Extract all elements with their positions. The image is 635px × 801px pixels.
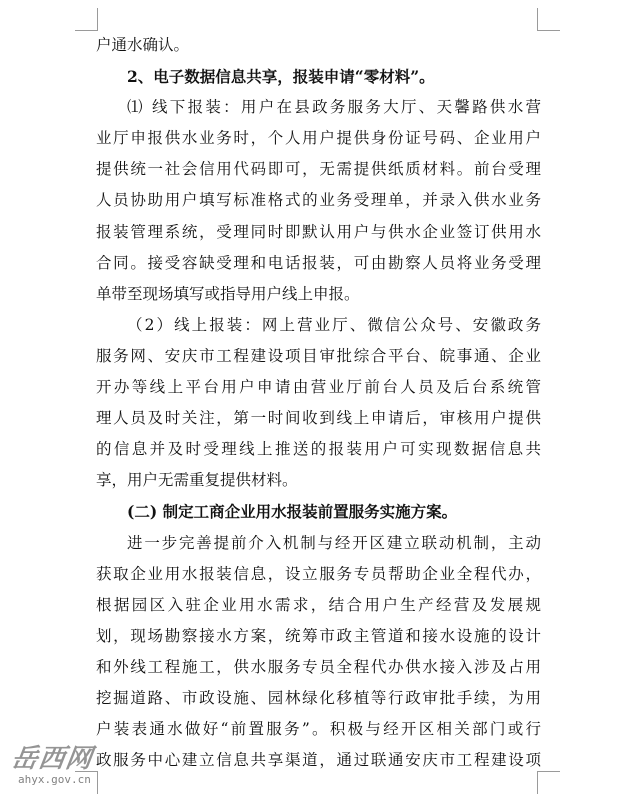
- paragraph-line: 户通水确认。: [96, 36, 190, 54]
- paragraph-line: 划，现场勘察接水方案，统筹市政主管道和接水设施的设计: [96, 626, 541, 645]
- paragraph-line: 理人员及时关注，第一时间收到线上申请后，审核用户提供: [96, 409, 541, 428]
- document-body: [96, 30, 541, 776]
- paragraph-line: 和外线工程施工，供水服务专员全程代办供水接入涉及占用: [96, 657, 541, 676]
- paragraph-line: 人员协助用户填写标准格式的业务受理单，并录入供水业务: [96, 191, 541, 210]
- paragraph-line: 合同。接受容缺受理和电话报装，可由勘察人员将业务受理: [96, 253, 541, 272]
- watermark-url: ahyx.gov.cn: [18, 773, 91, 786]
- paragraph-line: 开办等线上平台用户申请由营业厅前台人员及后台系统管: [96, 378, 541, 397]
- paragraph-line: 根据园区入驻企业用水需求，结合用户生产经营及发展规: [96, 595, 541, 614]
- paragraph-line: 单带至现场填写或指导用户线上申报。: [96, 284, 360, 303]
- paragraph-line: 报装管理系统，受理同时即默认用户与供水企业签订供用水: [96, 222, 541, 241]
- paragraph-line: 的信息并及时受理线上推送的报装用户可实现数据信息共: [96, 440, 541, 459]
- paragraph-line: （2）线上报装：网上营业厅、微信公众号、安徽政务: [127, 315, 541, 334]
- paragraph-line: 享，用户无需重复提供材料。: [96, 471, 298, 490]
- section-heading: (二) 制定工商企业用水报装前置服务实施方案。: [127, 502, 458, 522]
- site-watermark: [9, 738, 122, 798]
- section-heading: 2、电子数据信息共享，报装申请“零材料”。: [127, 67, 435, 87]
- paragraph-line: 户装表通水做好“前置服务”。积极与经开区相关部门或行: [96, 720, 541, 739]
- paragraph-line: 进一步完善提前介入机制与经开区建立联动机制，主动: [127, 533, 541, 552]
- crop-mark-top-left: [75, 8, 98, 31]
- paragraph-line: 业厅申报供水业务时，个人用户提供身份证号码、企业用户: [96, 129, 541, 148]
- watermark-logo: 岳西网: [9, 744, 95, 774]
- paragraph-line: 服务网、安庆市工程建设项目审批综合平台、皖事通、企业: [96, 346, 541, 365]
- paragraph-line: 获取企业用水报装信息，设立服务专员帮助企业全程代办，: [96, 564, 541, 583]
- paragraph-line: ⑴ 线下报装：用户在县政务服务大厅、天馨路供水营: [127, 98, 541, 117]
- paragraph-line: 政服务中心建立信息共享渠道，通过联通安庆市工程建设项: [96, 751, 541, 770]
- paragraph-line: 挖掘道路、市政设施、园林绿化移植等行政审批手续，为用: [96, 688, 541, 707]
- crop-mark-top-right: [537, 8, 560, 31]
- paragraph-line: 提供统一社会信用代码即可，无需提供纸质材料。前台受理: [96, 160, 541, 179]
